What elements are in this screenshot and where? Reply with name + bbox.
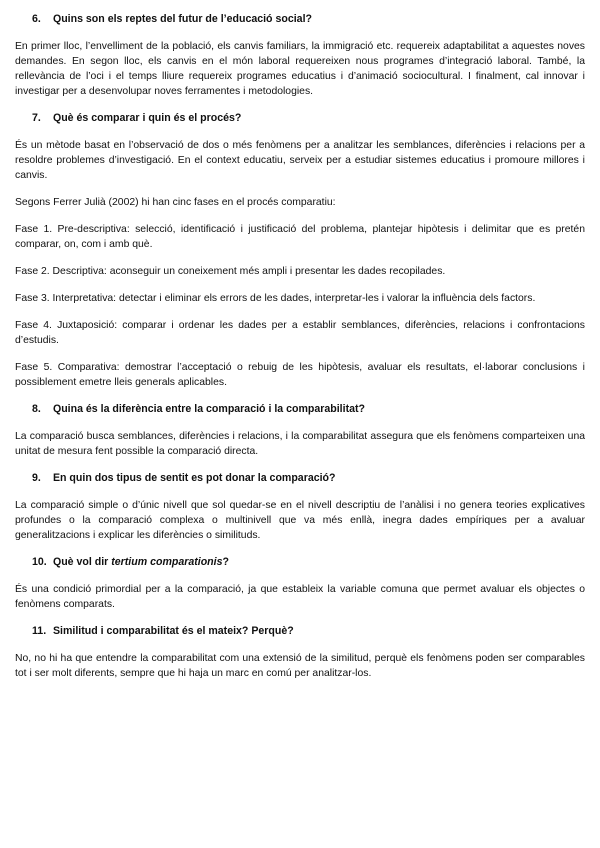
paragraph: La comparació simple o d’únic nivell que sol quedar-se en el nivell descriptiu de l’anàlisi i no genera teories explicatives profundes o la comparació complexa o multinivell que va més enllà, inegra dades empíriques per a avaluar generalitzacions i explicar les diferències o similituds.: [15, 500, 585, 541]
paragraph-phase-2: Fase 2. Descriptiva: aconseguir un coneixement més ampli i presentar les dades recopilades.: [15, 266, 446, 277]
paragraph: Segons Ferrer Julià (2002) hi han cinc fases en el procés comparatiu:: [15, 197, 336, 208]
section-title: Similitud i comparabilitat és el mateix? Perquè?: [52, 625, 294, 637]
section-title: Quins son els reptes del futur de l’educació social?: [52, 13, 312, 25]
section-9-heading: [15, 471, 585, 486]
section-title: Quina és la diferència entre la comparació i la comparabilitat?: [52, 403, 365, 415]
paragraph-phase-3: Fase 3. Interpretativa: detectar i eliminar els errors de les dades, interpretar-les i valorar la influència dels factors.: [15, 293, 536, 304]
section-8-heading: [15, 402, 585, 417]
document-page: [15, 12, 585, 693]
paragraph: És un mètode basat en l’observació de dos o més fenòmens per a analitzar les semblances, diferències i relacions per a resoldre problemes d’investigació. En el context educatiu, serveix per a estudiar sistemes educatius i promoure millores i canvis.: [15, 140, 585, 181]
section-7-heading: [15, 111, 585, 126]
section-title-prefix: Què vol dir: [52, 556, 112, 568]
paragraph-phase-4: Fase 4. Juxtaposició: comparar i ordenar les dades per a establir semblances, diferències, relacions i confrontacions d’estudis.: [15, 320, 585, 346]
section-title: En quin dos tipus de sentit es pot donar la comparació?: [52, 472, 336, 484]
paragraph: La comparació busca semblances, diferències i relacions, i la comparabilitat assegura que els fenòmens comparteixen una unitat de mesura fent possible la comparació directa.: [15, 431, 585, 457]
section-number: 9.: [32, 472, 41, 484]
section-title: Què és comparar i quin és el procés?: [52, 112, 242, 124]
section-6-heading: [15, 12, 585, 27]
section-10-heading: [15, 555, 585, 570]
paragraph-phase-5: Fase 5. Comparativa: demostrar l’acceptació o rebuig de les hipòtesis, avaluar els resultats, el·laborar conclusions i possiblement emetre lleis generals aplicables.: [15, 362, 585, 388]
paragraph: En primer lloc, l’envelliment de la població, els canvis familiars, la immigració etc. requereix adaptabilitat a aquestes noves demandes. En segon lloc, els canvis en el món laboral requereixen nous programes d’integració laboral. També, la rellevància de l’oci i el temps lliure requereix programes educatius i d’animació sociocultural. I finalment, cal innovar i investigar per a desenvolupar noves ferramentes i metodologies.: [15, 41, 585, 97]
paragraph: És una condició primordial per a la comparació, ja que estableix la variable comuna que permet avaluar els objectes o fenòmens comparats.: [15, 584, 585, 610]
section-title-italic: tertium comparationis: [111, 556, 223, 568]
section-number: 8.: [32, 403, 41, 415]
section-number: 7.: [32, 112, 41, 124]
section-number: 6.: [32, 13, 41, 25]
section-11-heading: [15, 624, 585, 639]
paragraph: No, no hi ha que entendre la comparabilitat com una extensió de la similitud, perquè els fenòmens poden ser comparables tot i ser molt diferents, sempre que hi haja un marc en comú per analitzar-los.: [15, 653, 585, 679]
section-title-suffix: ?: [222, 556, 229, 568]
section-number: 10.: [32, 556, 47, 568]
section-number: 11.: [32, 625, 47, 637]
paragraph-phase-1: Fase 1. Pre-descriptiva: selecció, identificació i justificació del problema, plantejar hipòtesis i delimitar que es pretén comparar, on, com i amb què.: [15, 224, 585, 250]
